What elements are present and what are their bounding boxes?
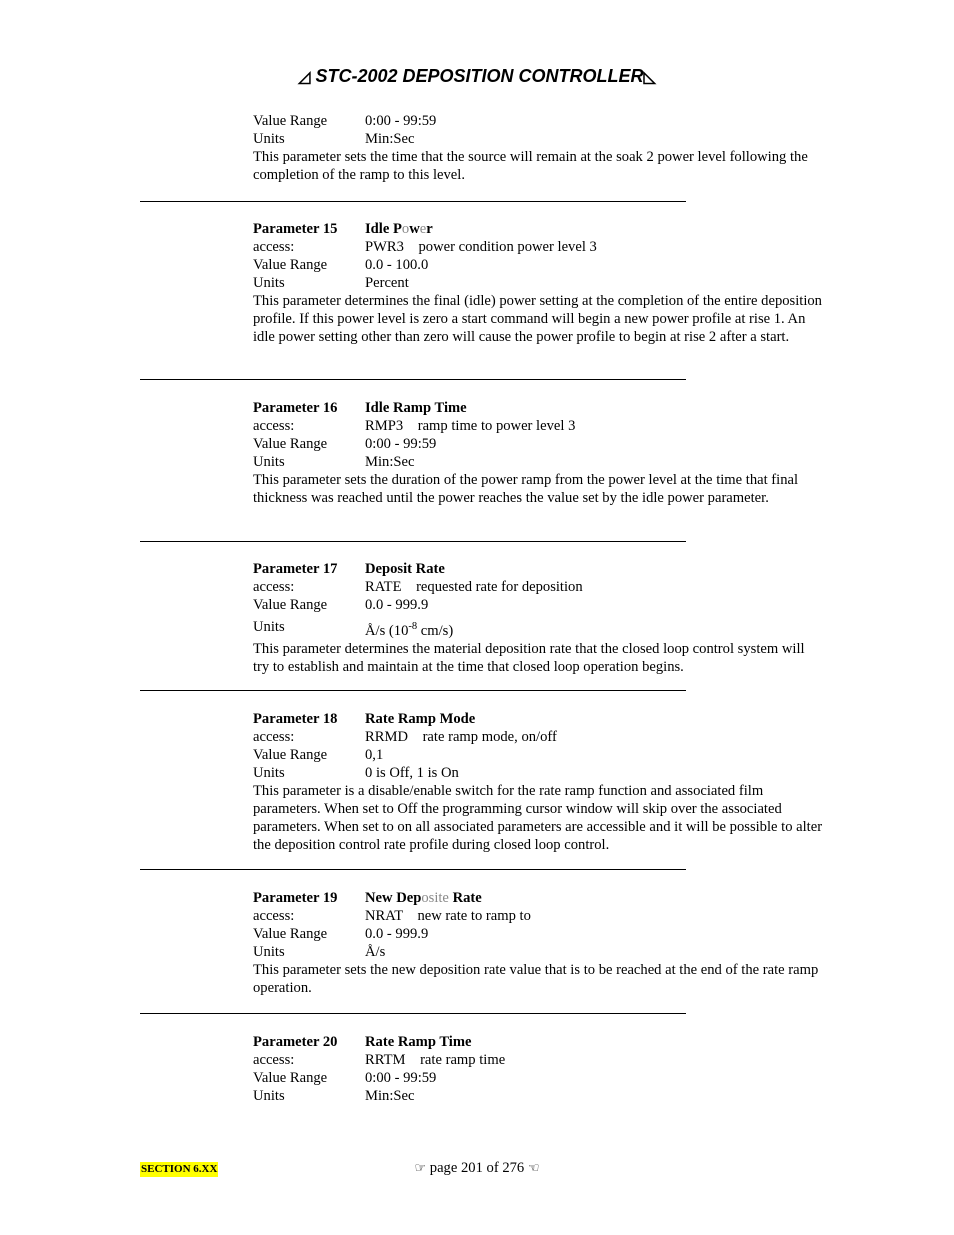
units-row: Units Å/s ($10^{-8}$ cm/s) [253, 619, 454, 639]
range-row: Value Range 0.0 - 100.0 [253, 257, 429, 273]
parameter-heading: Parameter 18 Rate Ramp Mode [253, 711, 476, 727]
access-row: access: RMP3 ramp time to power level 3 [253, 418, 576, 434]
parameter-name: New Deposite Rate [365, 890, 482, 906]
divider [140, 541, 686, 542]
parameter-description: This parameter sets the new deposition rate value that is to be reached at the end of the rate ramp operation. [253, 962, 819, 996]
pointing-hand-right-icon: ☞ [414, 1161, 427, 1176]
pointing-hand-left-icon: ☜ [527, 1161, 540, 1176]
page-header [0, 66, 954, 87]
intro-units-row: Units Min:Sec [253, 131, 415, 147]
intro-range-row: Value Range 0:00 - 99:59 [253, 113, 437, 129]
access-row: access: RATE requested rate for deposition [253, 579, 583, 595]
access-row: access: PWR3 power condition power level 3 [253, 239, 597, 255]
units-row: Units 0 is Off, 1 is On [253, 765, 459, 781]
divider [140, 690, 686, 691]
parameter-17 [253, 560, 823, 676]
parameter-description: This parameter determines the final (idle) power setting at the completion of the entire deposition profile. If this power level is zero a start command will begin a new power profile at rise 1. An idle power setting other than zero will cause the power profile to begin at rise 2 after a start. [253, 293, 822, 345]
parameter-description: This parameter is a disable/enable switch for the rate ramp function and associated film parameters. When set to Off the programming cursor window will skip over the associated parameters. When set to on all associated parameters are accessible and it will be possible to alter the deposition control rate profile during closed loop control. [253, 783, 823, 853]
units-row: Units Min:Sec [253, 454, 415, 470]
document-title: STC-2002 DEPOSITION CONTROLLER [315, 66, 644, 86]
parameter-heading: Parameter 15 Idle Power [253, 221, 433, 237]
range-row: Value Range 0,1 [253, 747, 384, 763]
access-row: access: NRAT new rate to ramp to [253, 908, 531, 924]
parameter-heading: Parameter 16 Idle Ramp Time [253, 400, 467, 416]
parameter-description: This parameter determines the material deposition rate that the closed loop control system will try to establish and maintain at the time that closed loop operation begins. [253, 641, 805, 675]
intro-block [253, 112, 823, 184]
triangle-right-icon: ◺ [643, 69, 656, 86]
intro-description: This parameter sets the time that the source will remain at the soak 2 power level following the completion of the ramp to this level. [253, 149, 808, 183]
range-row: Value Range 0:00 - 99:59 [253, 436, 437, 452]
range-row: Value Range 0.0 - 999.9 [253, 926, 429, 942]
triangle-left-icon: ◿ [298, 69, 311, 86]
parameter-heading: Parameter 20 Rate Ramp Time [253, 1034, 472, 1050]
section-label: SECTION 6.XX [141, 1163, 218, 1175]
parameter-name: Idle Power [365, 221, 433, 237]
parameter-20 [253, 1033, 823, 1105]
access-row: access: RRTM rate ramp time [253, 1052, 506, 1068]
units-row: Units Å/s [253, 944, 386, 960]
range-row: Value Range 0.0 - 999.9 [253, 597, 429, 613]
parameter-16 [253, 399, 823, 507]
parameter-19 [253, 889, 823, 997]
parameter-heading: Parameter 17 Deposit Rate [253, 561, 445, 577]
access-row: access: RRMD rate ramp mode, on/off [253, 729, 557, 745]
divider [140, 1013, 686, 1014]
divider [140, 201, 686, 202]
range-row: Value Range 0:00 - 99:59 [253, 1070, 437, 1086]
divider [140, 379, 686, 380]
parameter-15 [253, 220, 823, 346]
units-row: Units Percent [253, 275, 409, 291]
parameter-heading: Parameter 19 New Deposite Rate [253, 890, 482, 906]
units-row: Units Min:Sec [253, 1088, 415, 1104]
parameter-18 [253, 710, 823, 854]
parameter-description: This parameter sets the duration of the power ramp from the power level at the time that final thickness was reached until the power reaches the value set by the idle power parameter. [253, 472, 799, 506]
page-number: ☞ page 201 of 276 ☜ [414, 1160, 540, 1176]
divider [140, 869, 686, 870]
